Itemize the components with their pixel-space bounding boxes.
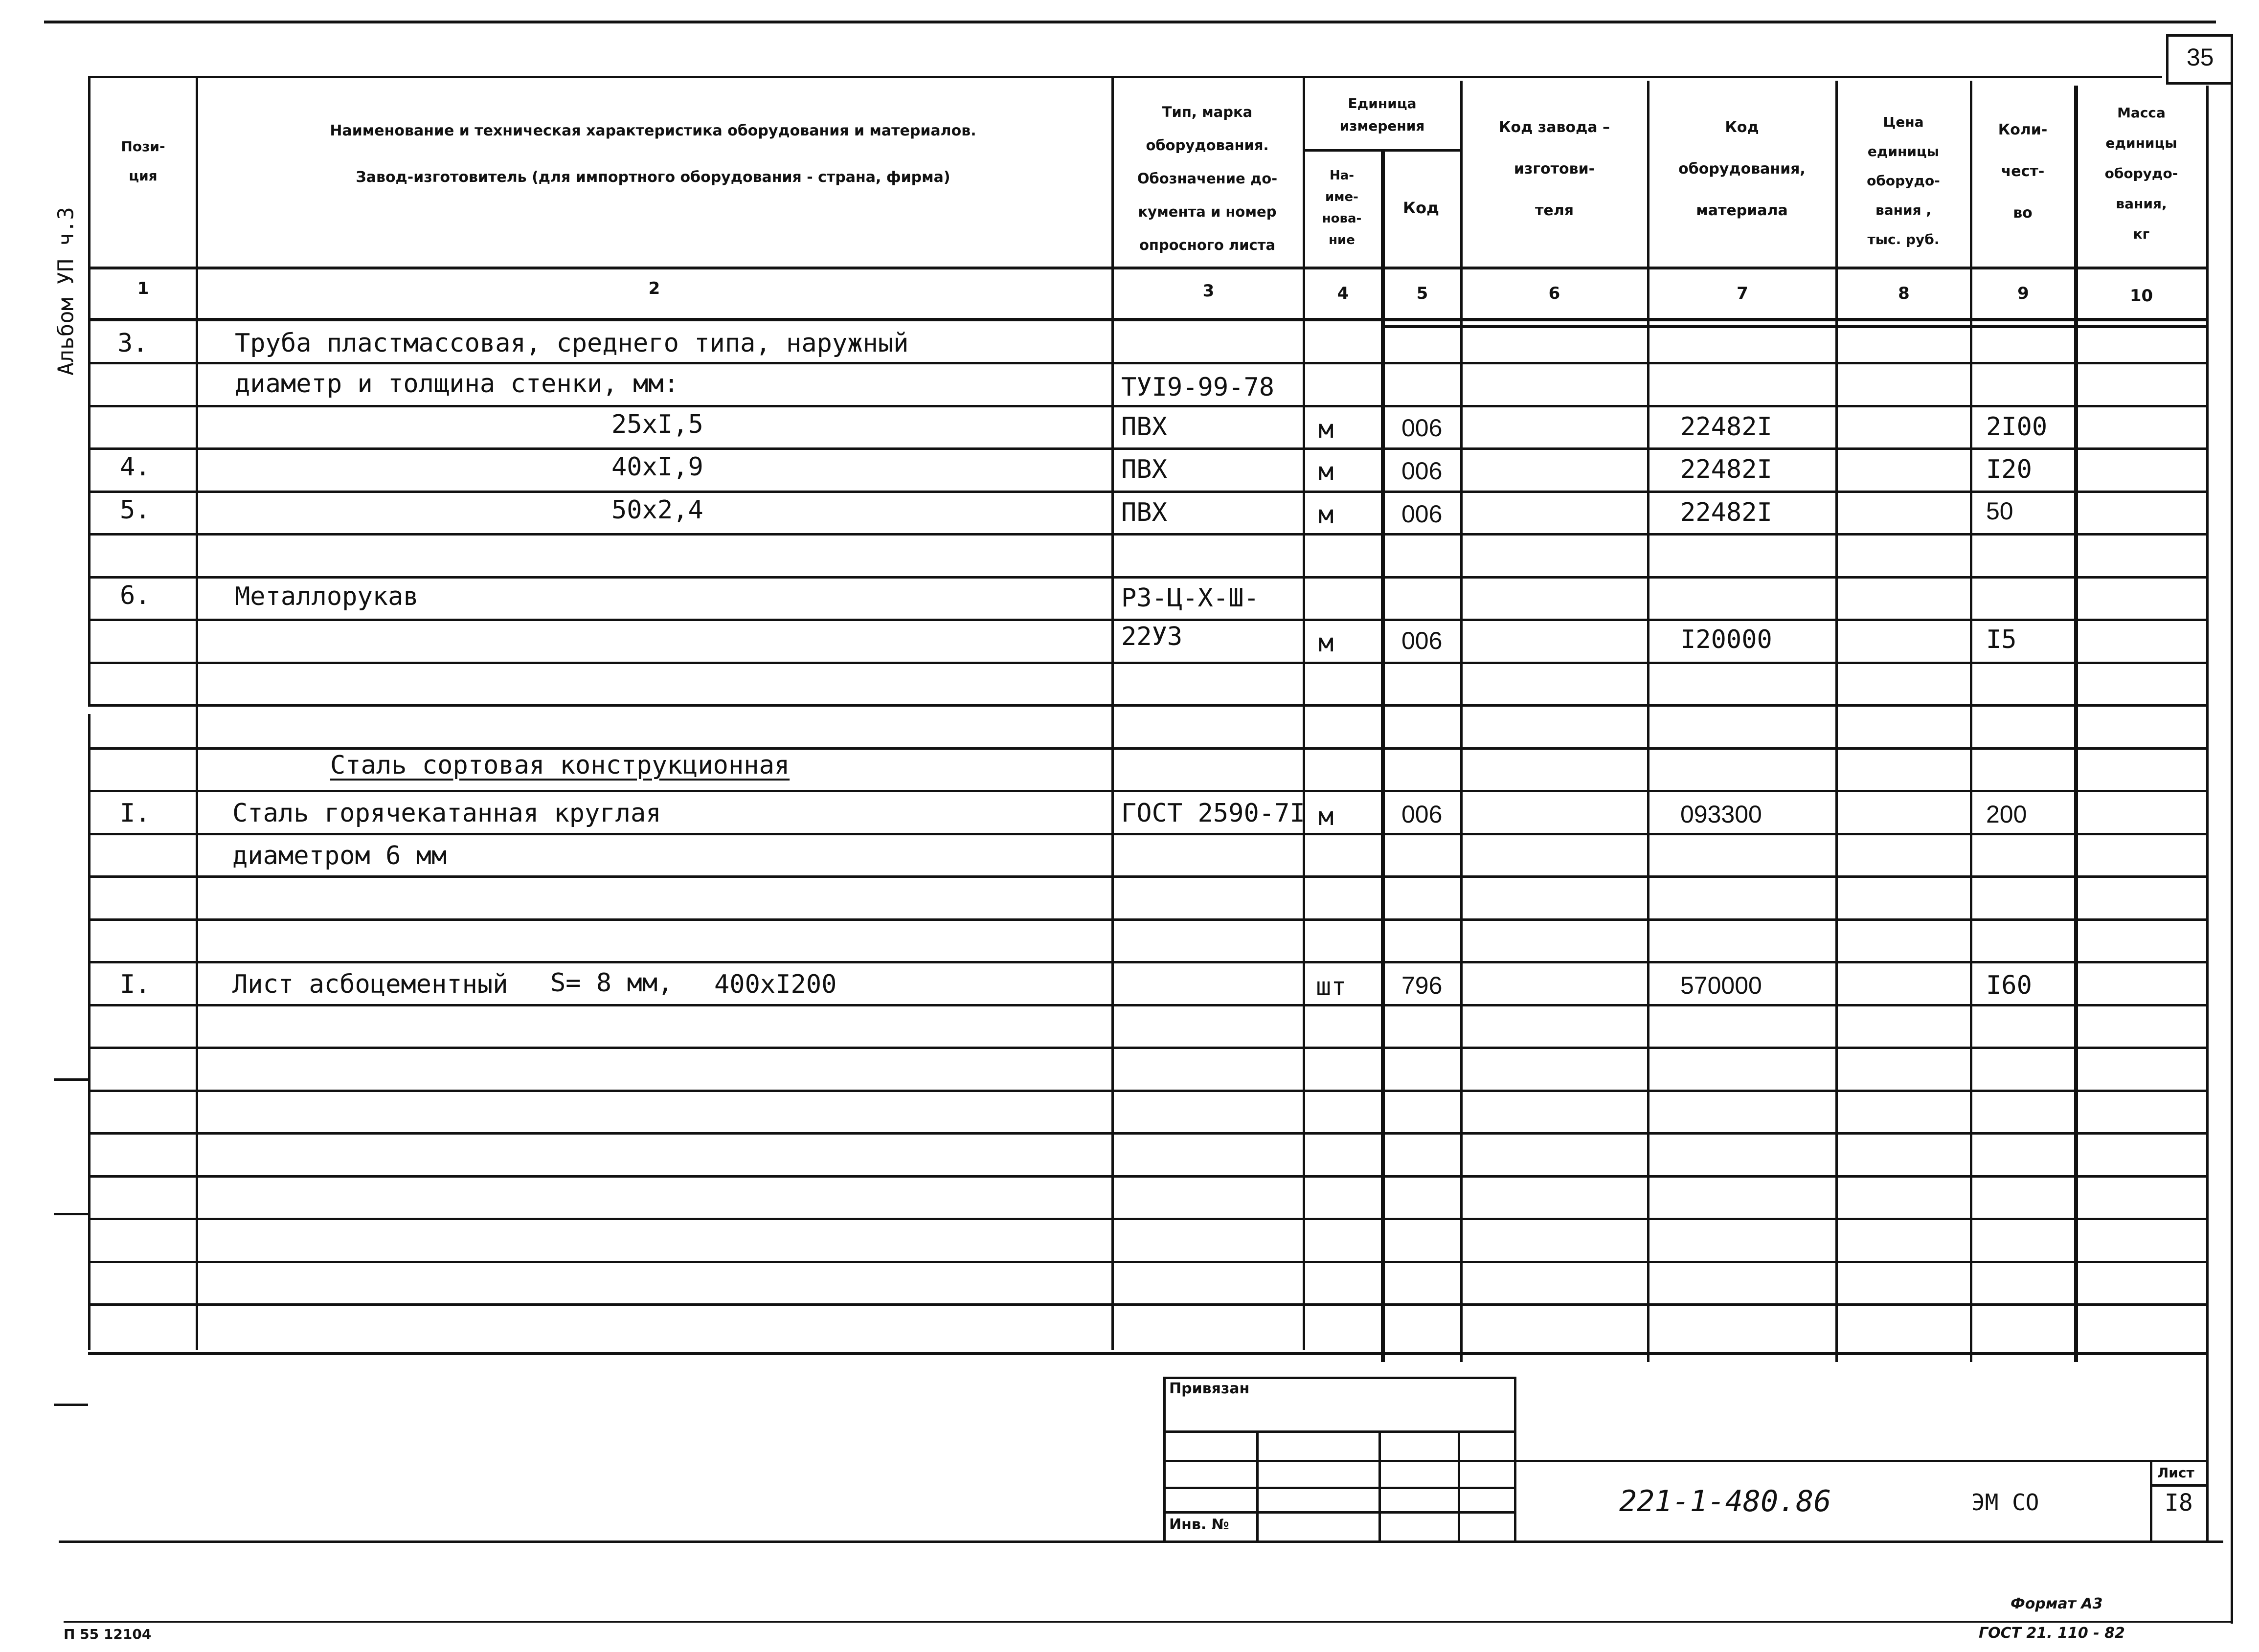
- col-line-4: [1381, 149, 1385, 1362]
- top-rule: [44, 21, 2216, 23]
- stamp-line: [1163, 1460, 2208, 1462]
- section-title: Сталь сортовая конструкционная: [330, 751, 790, 780]
- page-number: 35: [2187, 44, 2214, 71]
- row-name: диаметром 6 мм: [232, 841, 447, 871]
- row-quantity: I5: [1986, 625, 2017, 654]
- row-line: [88, 533, 2209, 536]
- footer-format: Формат А3: [2011, 1595, 2103, 1612]
- row-unit-code: 796: [1401, 972, 1443, 999]
- header-quantity: Коли- чест- во: [1998, 121, 2048, 222]
- row-line: [88, 619, 2209, 621]
- row-position: 6.: [120, 581, 151, 610]
- row-position: I.: [120, 970, 151, 999]
- row-unit: м: [1318, 500, 1334, 530]
- stamp-sheet-label: Лист: [2157, 1465, 2194, 1481]
- row-unit-code: 006: [1401, 500, 1443, 528]
- row-line: [88, 790, 2209, 792]
- header-name: Наименование и техническая характеристика оборудования и материалов. Завод-изготовитель (для импортного оборудования - страна, фирма): [330, 122, 976, 186]
- row-name: Сталь горячекатанная круглая: [232, 799, 661, 828]
- stamp-vline: [1458, 1430, 1460, 1540]
- row-name: диаметр и толщина стенки, мм:: [235, 369, 679, 399]
- stamp-document-mark: ЭМ СО: [1971, 1489, 2039, 1516]
- col-line-9: [2074, 86, 2078, 1362]
- row-line: [88, 447, 2209, 450]
- row-unit-code: 006: [1401, 801, 1443, 828]
- side-label: Альбом УП ч.3: [53, 207, 79, 376]
- row-type: Р3-Ц-Х-Ш-: [1121, 583, 1259, 613]
- colnum-2: 2: [648, 279, 660, 298]
- row-line: [88, 1261, 2209, 1263]
- colnum-1: 1: [137, 279, 149, 298]
- stamp-line: [1163, 1511, 1515, 1514]
- row-unit: м: [1318, 628, 1334, 658]
- col-line-6: [1647, 81, 1649, 1362]
- table-bottom-line: [88, 1352, 2209, 1355]
- colnum-5: 5: [1416, 284, 1428, 303]
- stamp-document-code: 221-1-480.86: [1619, 1484, 1831, 1518]
- table-top-border: [88, 76, 2162, 78]
- stamp-vline: [1378, 1430, 1381, 1540]
- row-line: [88, 1175, 2209, 1178]
- row-unit: шт: [1316, 972, 1347, 1002]
- colnum-9: 9: [2017, 284, 2029, 303]
- row-line: [88, 1132, 2209, 1135]
- stamp-line: [1163, 1487, 1515, 1489]
- col-line-0b: [88, 714, 90, 1350]
- row-unit: м: [1318, 802, 1334, 831]
- row-type: ПВХ: [1121, 455, 1167, 484]
- sheet-box-left: [2150, 1460, 2152, 1540]
- row-unit-code: 006: [1401, 457, 1443, 485]
- stamp-inventory-number: Инв. №: [1169, 1516, 1229, 1533]
- header-type: Тип, марка оборудования. Обозначение до- кумента и номер опросного листа: [1137, 104, 1278, 253]
- row-line: [88, 918, 2209, 921]
- stamp-line: [1163, 1430, 1515, 1433]
- row-line: [88, 1090, 2209, 1092]
- footer-left-code: П 55 12104: [64, 1626, 152, 1642]
- row-line: [88, 704, 2209, 707]
- page-number-box-left: [2166, 34, 2169, 83]
- header-material-code: Код оборудования, материала: [1678, 118, 1806, 219]
- col-line-5: [1460, 81, 1463, 1362]
- row-line: [88, 576, 2209, 579]
- footer-rule: [64, 1621, 2233, 1623]
- page-number-box-right: [2231, 34, 2233, 1624]
- header-mass: Масса единицы оборудо- вания, кг: [2104, 105, 2178, 242]
- row-position: 3.: [117, 329, 148, 358]
- row-quantity: 2I00: [1986, 412, 2048, 442]
- col-line-10: [2206, 86, 2209, 1540]
- header-position: Пози- ция: [121, 138, 165, 184]
- row-material-code: 22482I: [1680, 498, 1772, 527]
- row-type: ГОСТ 2590-7I: [1121, 799, 1305, 828]
- stamp-privyazan: Привязан: [1169, 1380, 1250, 1397]
- row-unit: м: [1318, 457, 1334, 487]
- row-position: 4.: [120, 452, 151, 482]
- row-name: Труба пластмассовая, среднего типа, наружный: [235, 329, 909, 358]
- bottom-border: [59, 1540, 2223, 1543]
- row-line: [88, 491, 2209, 493]
- row-quantity: I20: [1986, 455, 2032, 484]
- row-quantity: 200: [1986, 801, 2027, 828]
- row-name: 50x2,4: [611, 495, 703, 525]
- margin-tick: [54, 1078, 88, 1081]
- row-line: [88, 662, 2209, 664]
- row-type: ТУI9-99-78: [1121, 373, 1275, 402]
- row-line: [88, 1303, 2209, 1306]
- stamp-vline: [1163, 1377, 1166, 1540]
- unit-subheader-line: [1303, 149, 1462, 152]
- header-unit-code: Код: [1403, 199, 1439, 217]
- row-material-code: 093300: [1680, 801, 1762, 828]
- col-line-7: [1835, 81, 1838, 1362]
- header-price: Цена единицы оборудо- вания , тыс. руб.: [1867, 114, 1940, 247]
- row-type: 22У3: [1121, 622, 1183, 651]
- row-quantity: I60: [1986, 971, 2032, 1000]
- margin-tick: [54, 1404, 88, 1406]
- row-unit-code: 006: [1401, 414, 1443, 442]
- row-line: [88, 1047, 2209, 1049]
- row-material-code: 22482I: [1680, 455, 1772, 484]
- row-position: 5.: [120, 495, 151, 525]
- row-line: [88, 833, 2209, 835]
- row-name: Лист асбоцементный: [232, 970, 508, 999]
- row-size: 400xI200: [714, 970, 837, 999]
- col-line-8: [1970, 81, 1972, 1362]
- header-factory-code: Код завода – изготови- теля: [1499, 118, 1610, 219]
- row-material-code: I20000: [1680, 625, 1772, 654]
- colnum-7: 7: [1737, 284, 1748, 303]
- row-line: [88, 1218, 2209, 1220]
- row-line: [88, 1004, 2209, 1006]
- header-unit-name: На- име- нова- ние: [1322, 168, 1362, 247]
- colnum-4: 4: [1337, 284, 1349, 303]
- stamp-line: [1163, 1377, 1515, 1379]
- thick-box-top: [1381, 325, 2208, 328]
- row-line: [88, 961, 2209, 963]
- row-type: ПВХ: [1121, 412, 1167, 442]
- row-name: 40xI,9: [611, 452, 703, 482]
- page-number-box-top: [2166, 34, 2232, 37]
- page-number-box-bottom: [2166, 82, 2232, 85]
- row-position: I.: [120, 799, 151, 828]
- colnum-10: 10: [2129, 286, 2153, 306]
- row-unit: м: [1318, 415, 1334, 444]
- stamp-vline: [1256, 1430, 1259, 1540]
- row-name: 25xI,5: [611, 410, 703, 439]
- row-type: ПВХ: [1121, 498, 1167, 527]
- row-name: Металлорукав: [235, 582, 419, 611]
- row-material-code: 22482I: [1680, 412, 1772, 442]
- colnum-bottom-line: [88, 318, 2209, 321]
- header-bottom-line: [88, 267, 2209, 269]
- row-unit-code: 006: [1401, 627, 1443, 654]
- margin-tick: [54, 1213, 88, 1215]
- colnum-6: 6: [1548, 284, 1560, 303]
- row-line: [88, 875, 2209, 878]
- row-s-thickness: S= 8 мм,: [550, 968, 673, 998]
- row-material-code: 570000: [1680, 972, 1762, 999]
- row-quantity: 50: [1986, 497, 2013, 525]
- stamp-vline: [1514, 1377, 1516, 1540]
- colnum-3: 3: [1202, 281, 1215, 301]
- row-line: [88, 362, 2209, 364]
- sheet-box-mid: [2150, 1484, 2208, 1487]
- colnum-8: 8: [1898, 284, 1910, 303]
- row-line: [88, 405, 2209, 407]
- stamp-sheet-number: I8: [2165, 1489, 2193, 1517]
- row-line: [88, 747, 2209, 750]
- header-unit: Единица измерения: [1339, 95, 1425, 134]
- footer-gost: ГОСТ 21. 110 - 82: [1979, 1625, 2125, 1642]
